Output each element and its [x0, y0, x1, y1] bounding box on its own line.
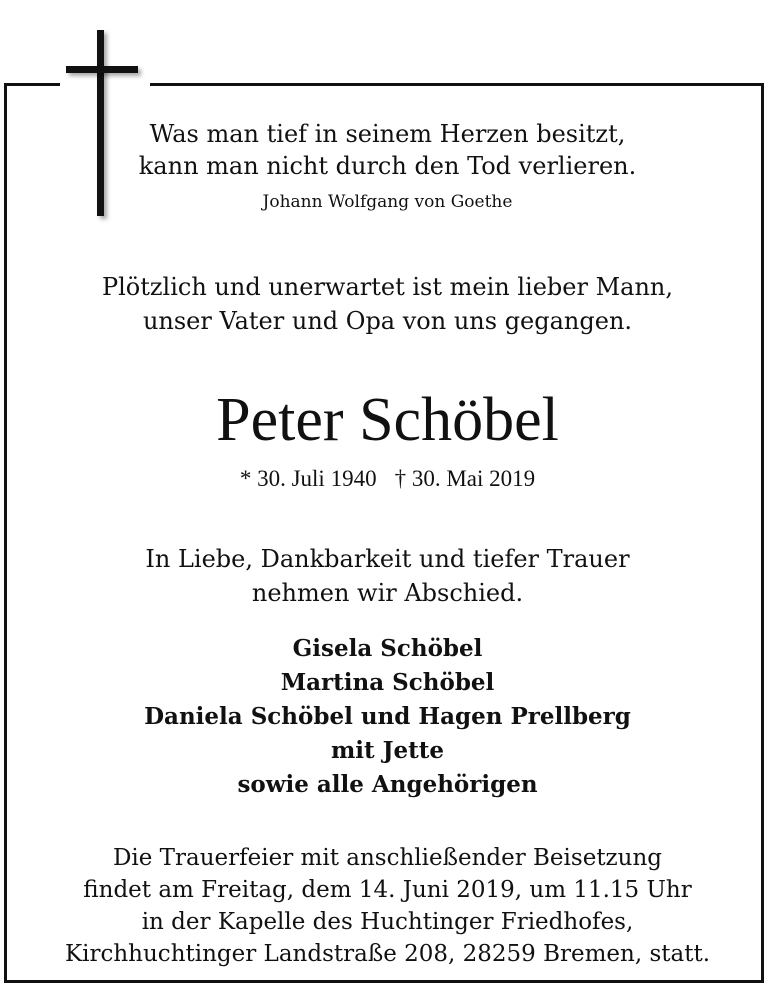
- quote-line: Was man tief in seinem Herzen besitzt,: [149, 120, 626, 148]
- mourner: Daniela Schöbel und Hagen Prellberg: [144, 703, 631, 730]
- intro-text: [0, 270, 775, 338]
- quote-author-text: Johann Wolfgang von Goethe: [262, 192, 513, 212]
- service-line: findet am Freitag, dem 14. Juni 2019, um 11.15 Uhr: [83, 877, 692, 903]
- mourners-list: [0, 632, 775, 802]
- mourner: Martina Schöbel: [280, 669, 495, 696]
- deceased-name-text: Peter Schöbel: [216, 386, 559, 454]
- service-info: [0, 842, 775, 970]
- service-line: Die Trauerfeier mit anschließender Beisetzung: [112, 845, 663, 871]
- intro-line: unser Vater und Opa von uns gegangen.: [142, 307, 633, 335]
- intro-line: Plötzlich und unerwartet ist mein lieber Mann,: [101, 273, 674, 301]
- mourner: Gisela Schöbel: [292, 635, 483, 662]
- farewell-line: In Liebe, Dankbarkeit und tiefer Trauer: [145, 545, 630, 573]
- quote: [0, 118, 775, 182]
- quote-author: [0, 190, 775, 214]
- birth-date: * 30. Juli 1940: [239, 466, 377, 491]
- service-line: Kirchhuchtinger Landstraße 208, 28259 Bremen, statt.: [64, 941, 711, 967]
- death-date: † 30. Mai 2019: [394, 466, 536, 491]
- life-dates: [0, 464, 775, 494]
- mourner: sowie alle Angehörigen: [237, 771, 538, 798]
- quote-line: kann man nicht durch den Tod verlieren.: [138, 152, 637, 180]
- deceased-name: [0, 385, 775, 455]
- farewell-line: nehmen wir Abschied.: [251, 579, 524, 607]
- farewell-text: [0, 542, 775, 610]
- mourner: mit Jette: [330, 737, 445, 764]
- service-line: in der Kapelle des Huchtinger Friedhofes,: [141, 909, 634, 935]
